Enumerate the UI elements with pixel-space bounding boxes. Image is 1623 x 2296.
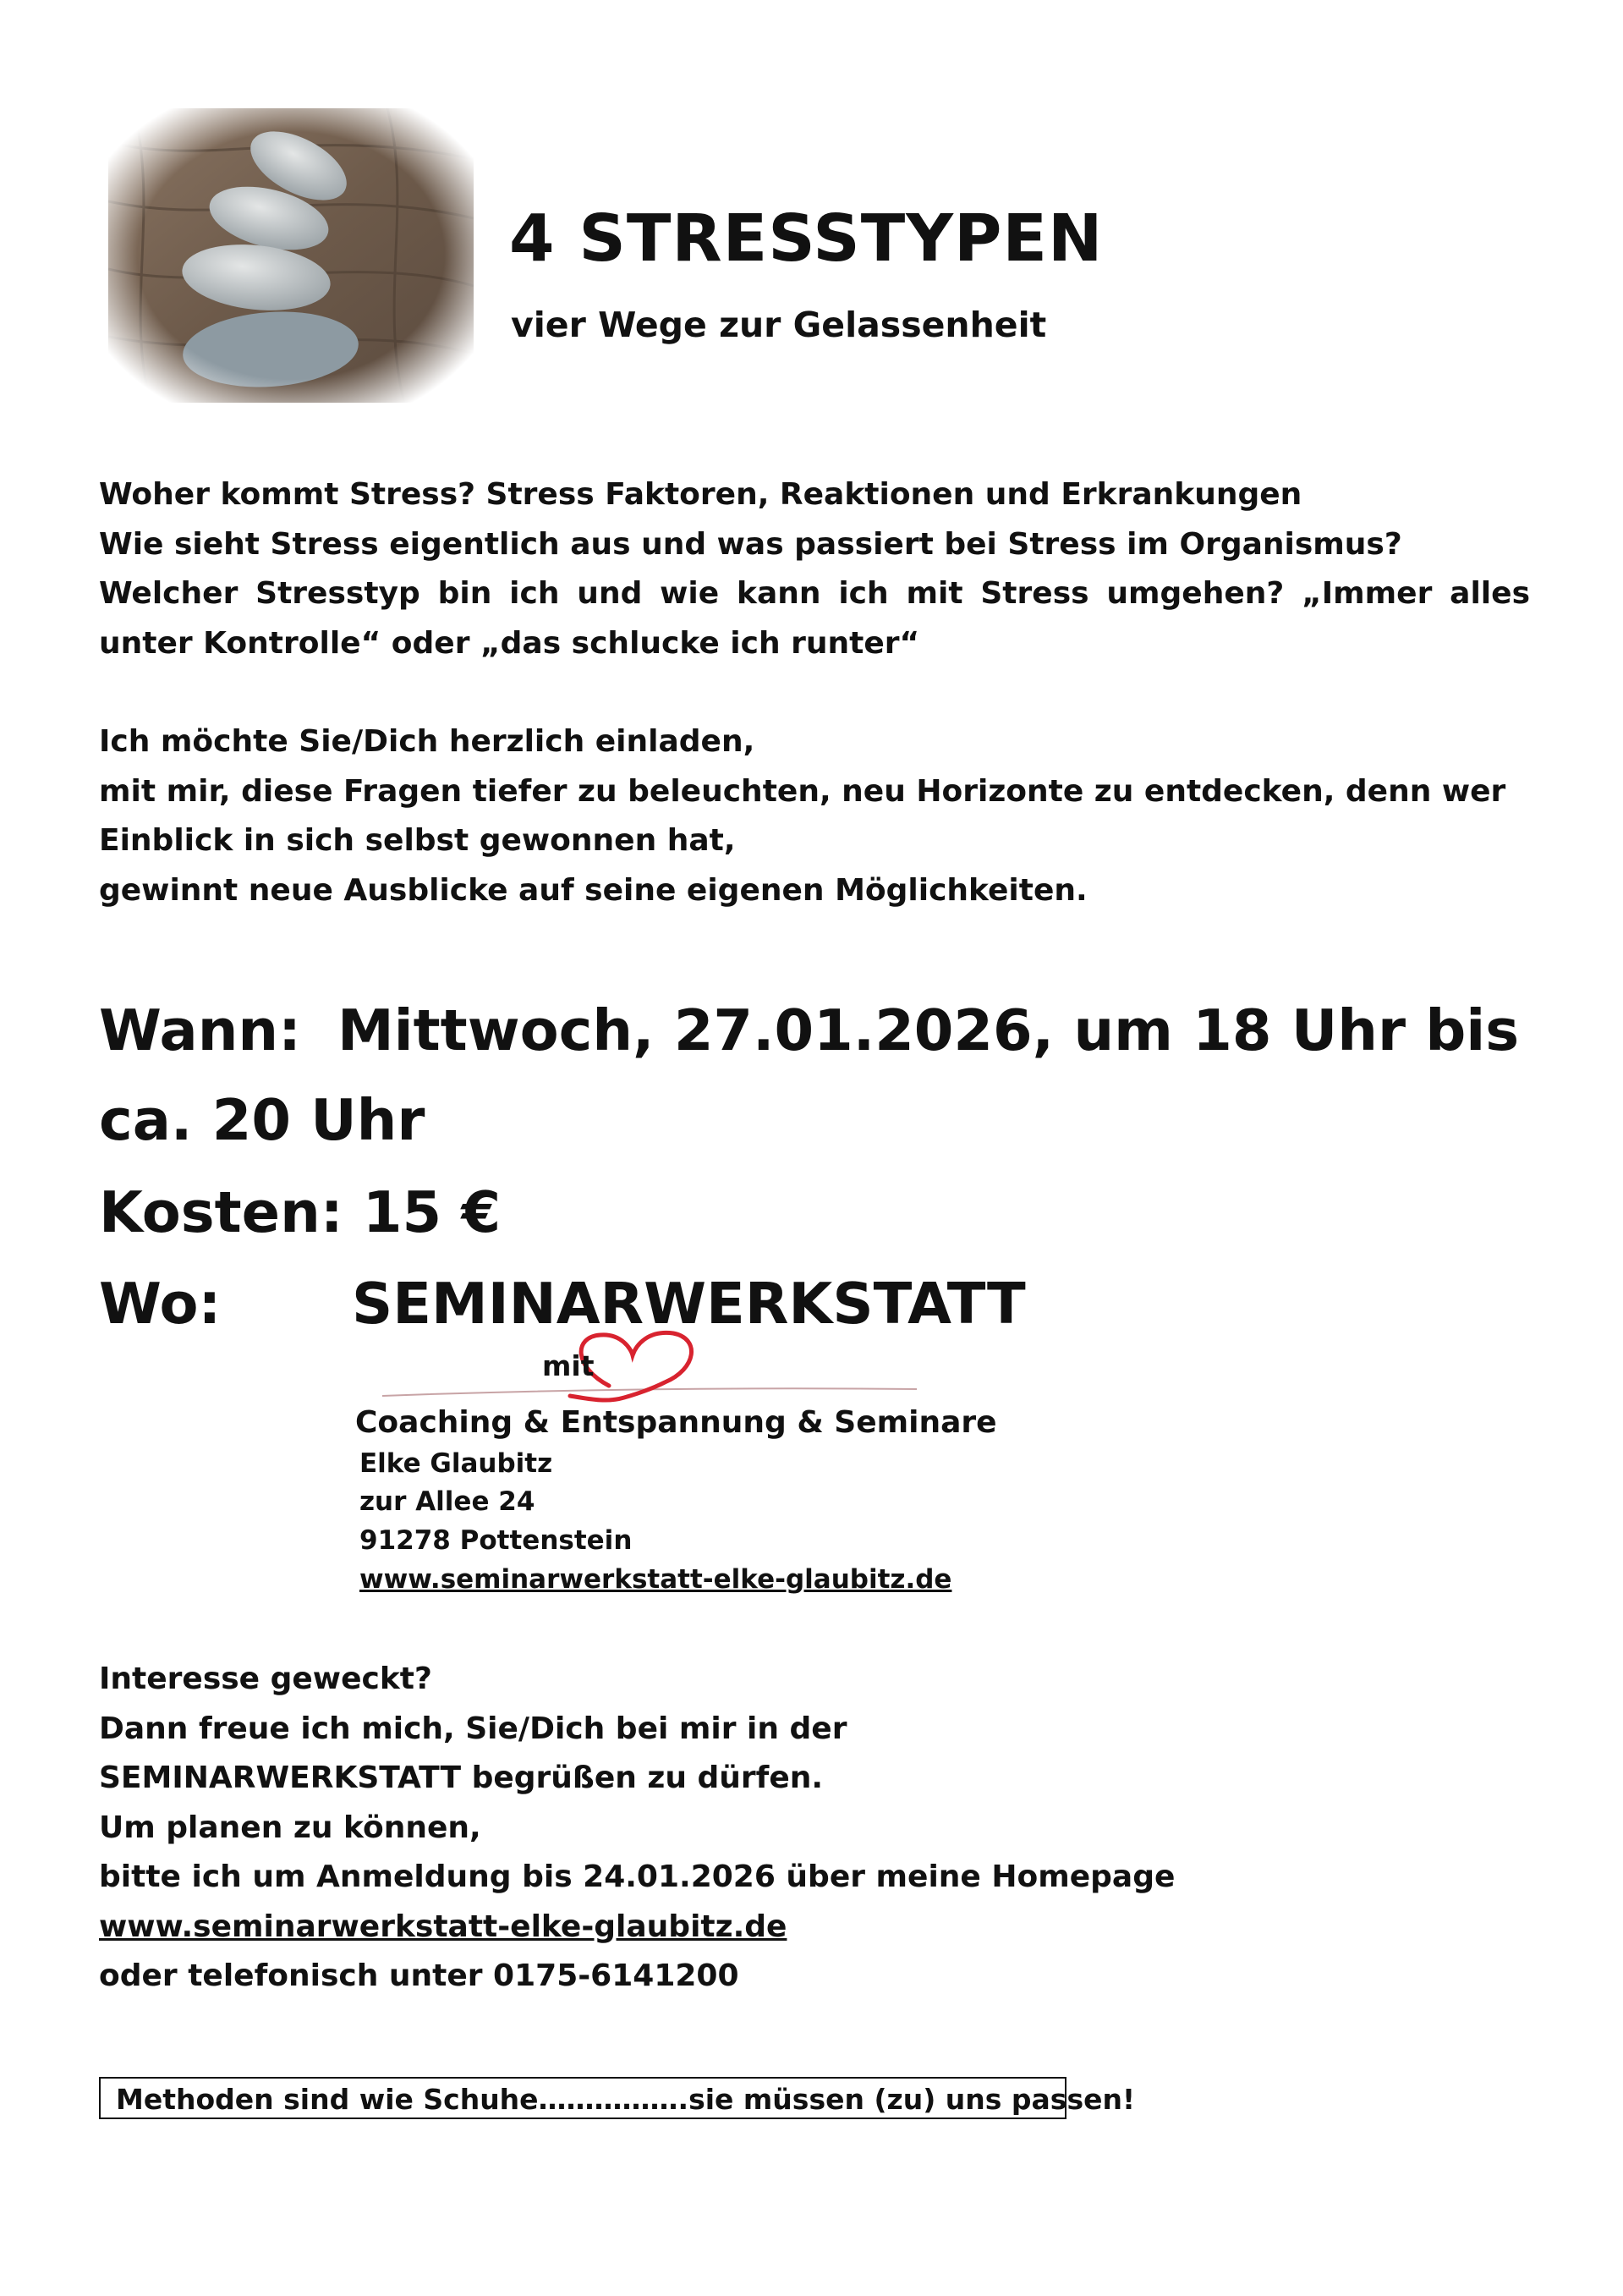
invitation-paragraph: [99, 717, 1530, 915]
when-label: Wann:: [99, 997, 301, 1063]
invite-line: gewinnt neue Ausblicke auf seine eigenen Möglichkeiten.: [99, 872, 1088, 908]
event-where: [99, 1271, 1026, 1337]
quote-box: [99, 2077, 1136, 2119]
intro-paragraph: [99, 470, 1530, 668]
closing-line: bitte ich um Anmeldung bis 24.01.2026 über meine Homepage: [99, 1859, 1176, 1894]
logo-word: mit: [542, 1349, 595, 1382]
address-street: zur Allee 24: [359, 1486, 535, 1517]
address-website-link[interactable]: www.seminarwerkstatt-elke-glaubitz.de: [359, 1564, 952, 1595]
phone-line: oder telefonisch unter 0175-6141200: [99, 1958, 739, 1993]
header-photo-pebbles: [108, 108, 474, 403]
page-title: 4 STRESSTYPEN: [509, 201, 1104, 277]
address-name: Elke Glaubitz: [359, 1448, 553, 1479]
when-value-continued: ca. 20 Uhr: [99, 1087, 425, 1153]
closing-line: SEMINARWERKSTATT begrüßen zu dürfen.: [99, 1760, 824, 1795]
intro-line: Welcher Stresstyp bin ich und wie kann ich mit Stress umgehen? „Immer alles unter Kontrolle“ oder „das schlucke ich runter“: [99, 576, 1530, 661]
event-when: [99, 997, 1520, 1063]
where-value: SEMINARWERKSTATT: [352, 1271, 1026, 1337]
intro-line: Wie sieht Stress eigentlich aus und was passiert bei Stress im Organismus?: [99, 526, 1402, 562]
closing-line: Interesse geweckt?: [99, 1662, 432, 1696]
event-cost: Kosten: 15 €: [99, 1179, 502, 1245]
where-label: Wo:: [99, 1271, 222, 1337]
homepage-link[interactable]: www.seminarwerkstatt-elke-glaubitz.de: [99, 1909, 787, 1944]
intro-line: Woher kommt Stress? Stress Faktoren, Reaktionen und Erkrankungen: [99, 477, 1302, 512]
invite-line: Einblick in sich selbst gewonnen hat,: [99, 823, 736, 858]
page-subtitle: vier Wege zur Gelassenheit: [511, 305, 1047, 345]
closing-paragraph: [99, 1655, 1530, 2002]
address-city: 91278 Pottenstein: [359, 1525, 633, 1556]
seminarwerkstatt-logo: [379, 1327, 920, 1409]
address-tagline: Coaching & Entspannung & Seminare: [355, 1405, 997, 1440]
closing-line: Um planen zu können,: [99, 1810, 481, 1845]
closing-line: Dann freue ich mich, Sie/Dich bei mir in der: [99, 1711, 847, 1746]
when-value: Mittwoch, 27.01.2026, um 18 Uhr bis: [337, 997, 1520, 1063]
invite-line: Ich möchte Sie/Dich herzlich einladen,: [99, 724, 755, 759]
quote-text: Methoden sind wie Schuhe…………….sie müssen (zu) uns passen!: [116, 2083, 1136, 2116]
invite-line: mit mir, diese Fragen tiefer zu beleuchten, neu Horizonte zu entdecken, denn wer: [99, 773, 1506, 809]
